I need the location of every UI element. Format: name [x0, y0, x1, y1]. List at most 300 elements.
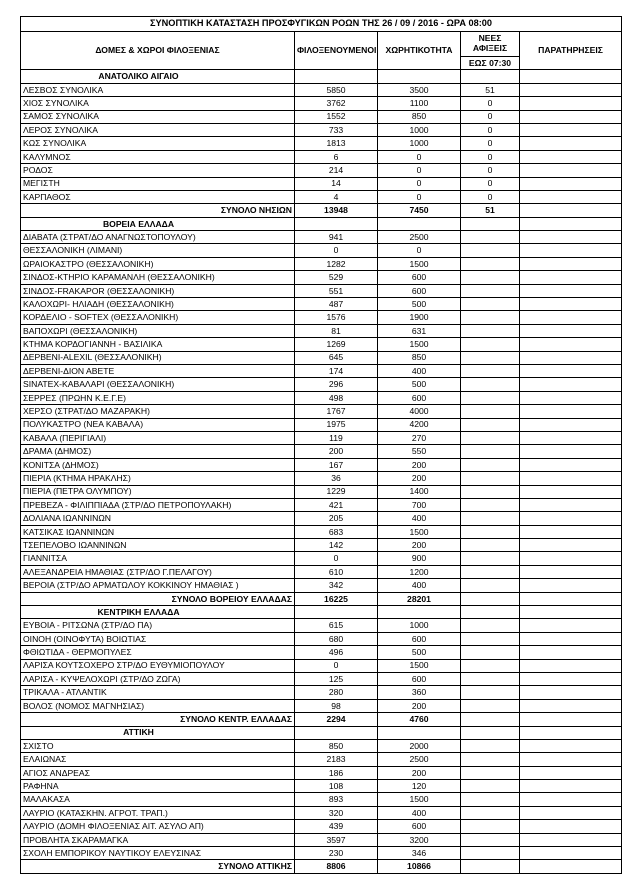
- total-capacity: 7450: [378, 204, 461, 217]
- hosted-value: 125: [295, 672, 378, 685]
- table-row: [21, 780, 622, 793]
- facility-name: ΚΩΣ ΣΥΝΟΛΙΚΑ: [21, 137, 295, 150]
- new-arrivals-value: [461, 364, 520, 377]
- table-row: [21, 137, 622, 150]
- new-arrivals-value: [461, 753, 520, 766]
- capacity-value: 2000: [378, 739, 461, 752]
- table-row: [21, 753, 622, 766]
- notes-cell: [520, 793, 622, 806]
- total-capacity: 28201: [378, 592, 461, 605]
- table-row: [21, 351, 622, 364]
- hosted-value: 98: [295, 699, 378, 712]
- facility-name: ΚΑΡΠΑΘΟΣ: [21, 190, 295, 203]
- capacity-value: 4200: [378, 418, 461, 431]
- capacity-value: 0: [378, 190, 461, 203]
- facility-name: ΛΕΣΒΟΣ ΣΥΝΟΛΙΚΑ: [21, 83, 295, 96]
- capacity-value: 1500: [378, 525, 461, 538]
- table-row: [21, 512, 622, 525]
- facility-name: ΣΙΝΔΟΣ-ΚΤΗΡΙΟ ΚΑΡΑΜΑΝΛΗ (ΘΕΣΣΑΛΟΝΙΚΗ): [21, 271, 295, 284]
- header-notes: ΠΑΡΑΤΗΡΗΣΕΙΣ: [520, 32, 622, 70]
- new-arrivals-value: [461, 619, 520, 632]
- empty-cell: [520, 217, 622, 230]
- hosted-value: 81: [295, 324, 378, 337]
- new-arrivals-value: [461, 739, 520, 752]
- facility-name: ΒΟΛΟΣ (ΝΟΜΟΣ ΜΑΓΝΗΣΙΑΣ): [21, 699, 295, 712]
- hosted-value: 1975: [295, 418, 378, 431]
- notes-cell: [520, 672, 622, 685]
- total-new-arrivals: 51: [461, 204, 520, 217]
- facility-name: ΚΑΛΟΧΩΡΙ- ΗΛΙΑΔΗ (ΘΕΣΣΑΛΟΝΙΚΗ): [21, 298, 295, 311]
- capacity-value: 2500: [378, 753, 461, 766]
- hosted-value: 1813: [295, 137, 378, 150]
- new-arrivals-value: [461, 833, 520, 846]
- table-row: [21, 418, 622, 431]
- capacity-value: 120: [378, 780, 461, 793]
- hosted-value: 941: [295, 231, 378, 244]
- table-row: [21, 164, 622, 177]
- facility-name: ΛΕΡΟΣ ΣΥΝΟΛΙΚΑ: [21, 123, 295, 136]
- table-row: [21, 806, 622, 819]
- new-arrivals-value: [461, 472, 520, 485]
- section-title: ΒΟΡΕΙΑ ΕΛΛΑΔΑ: [21, 217, 295, 230]
- notes-cell: [520, 231, 622, 244]
- hosted-value: 487: [295, 298, 378, 311]
- empty-cell: [461, 70, 520, 83]
- notes-cell: [520, 137, 622, 150]
- total-row: [21, 592, 622, 605]
- facility-name: ΛΑΥΡΙΟ (ΚΑΤΑΣΚΗΝ. ΑΓΡΟΤ. ΤΡΑΠ.): [21, 806, 295, 819]
- table-row: [21, 271, 622, 284]
- capacity-value: 700: [378, 498, 461, 511]
- total-hosted: 8806: [295, 860, 378, 873]
- facility-name: ΔΙΑΒΑΤΑ (ΣΤΡΑΤ/ΔΟ ΑΝΑΓΝΩΣΤΟΠΟΥΛΟΥ): [21, 231, 295, 244]
- hosted-value: 0: [295, 659, 378, 672]
- new-arrivals-value: [461, 405, 520, 418]
- hosted-value: 186: [295, 766, 378, 779]
- facility-name: ΩΡΑΙΟΚΑΣΤΡΟ (ΘΕΣΣΑΛΟΝΙΚΗ): [21, 257, 295, 270]
- hosted-value: 6: [295, 150, 378, 163]
- hosted-value: 174: [295, 364, 378, 377]
- notes-cell: [520, 806, 622, 819]
- notes-cell: [520, 311, 622, 324]
- new-arrivals-value: [461, 552, 520, 565]
- table-row: [21, 445, 622, 458]
- total-capacity: 10866: [378, 860, 461, 873]
- new-arrivals-value: [461, 672, 520, 685]
- notes-cell: [520, 190, 622, 203]
- new-arrivals-value: [461, 378, 520, 391]
- table-row: [21, 110, 622, 123]
- notes-cell: [520, 485, 622, 498]
- notes-cell: [520, 699, 622, 712]
- capacity-value: 1500: [378, 338, 461, 351]
- capacity-value: 400: [378, 579, 461, 592]
- new-arrivals-value: [461, 257, 520, 270]
- table-row: [21, 766, 622, 779]
- notes-cell: [520, 257, 622, 270]
- new-arrivals-value: 51: [461, 83, 520, 96]
- section-row: [21, 217, 622, 230]
- table-row: [21, 619, 622, 632]
- capacity-value: 200: [378, 699, 461, 712]
- facility-name: ΕΥΒΟΙΑ - ΡΙΤΣΩΝΑ (ΣΤΡ/ΔΟ ΠΑ): [21, 619, 295, 632]
- new-arrivals-value: [461, 311, 520, 324]
- empty-cell: [295, 70, 378, 83]
- total-new-arrivals: [461, 860, 520, 873]
- capacity-value: 631: [378, 324, 461, 337]
- total-label: ΣΥΝΟΛΟ ΚΕΝΤΡ. ΕΛΛΑΔΑΣ: [21, 713, 295, 726]
- facility-name: ΚΑΒΑΛΑ (ΠΕΡΙΓΙΑΛΙ): [21, 431, 295, 444]
- new-arrivals-value: [461, 806, 520, 819]
- notes-cell: [520, 766, 622, 779]
- new-arrivals-value: 0: [461, 97, 520, 110]
- capacity-value: 600: [378, 632, 461, 645]
- facility-name: ΧΙΟΣ ΣΥΝΟΛΙΚΑ: [21, 97, 295, 110]
- table-row: [21, 686, 622, 699]
- empty-cell: [520, 70, 622, 83]
- table-row: [21, 646, 622, 659]
- notes-cell: [520, 539, 622, 552]
- facility-name: ΛΑΡΙΣΑ - ΚΥΨΕΛΟΧΩΡΙ (ΣΤΡ/ΔΟ ΖΩΓΑ): [21, 672, 295, 685]
- table-row: [21, 123, 622, 136]
- capacity-value: 1000: [378, 619, 461, 632]
- hosted-value: 0: [295, 244, 378, 257]
- new-arrivals-value: [461, 766, 520, 779]
- report-title: ΣΥΝΟΠΤΙΚΗ ΚΑΤΑΣΤΑΣΗ ΠΡΟΣΦΥΓΙΚΩΝ ΡΟΩΝ ΤΗΣ 26 / 09 / 2016 - ΩΡΑ 08:00: [21, 17, 622, 32]
- new-arrivals-value: [461, 793, 520, 806]
- facility-name: ΜΕΓΙΣΤΗ: [21, 177, 295, 190]
- hosted-value: 36: [295, 472, 378, 485]
- hosted-value: 1269: [295, 338, 378, 351]
- facility-name: ΦΘΙΩΤΙΔΑ - ΘΕΡΜΟΠΥΛΕΣ: [21, 646, 295, 659]
- notes-cell: [520, 123, 622, 136]
- facility-name: ΛΑΥΡΙΟ (ΔΟΜΗ ΦΙΛΟΞΕΝΙΑΣ ΑΙΤ. ΑΣΥΛΟ ΑΠ): [21, 820, 295, 833]
- notes-cell: [520, 659, 622, 672]
- facility-name: ΠΡΕΒΕΖΑ - ΦΙΛΙΠΠΙΑΔΑ (ΣΤΡ/ΔΟ ΠΕΤΡΟΠΟΥΛΑΚΗ): [21, 498, 295, 511]
- table-row: [21, 284, 622, 297]
- facility-name: ΑΓΙΟΣ ΑΝΔΡΕΑΣ: [21, 766, 295, 779]
- hosted-value: 214: [295, 164, 378, 177]
- table-row: [21, 472, 622, 485]
- hosted-value: 280: [295, 686, 378, 699]
- table-row: [21, 833, 622, 846]
- capacity-value: 1500: [378, 257, 461, 270]
- hosted-value: 551: [295, 284, 378, 297]
- capacity-value: 1500: [378, 659, 461, 672]
- new-arrivals-value: [461, 351, 520, 364]
- header-facilities: ΔΟΜΕΣ & ΧΩΡΟΙ ΦΙΛΟΞΕΝΙΑΣ: [21, 32, 295, 70]
- facility-name: ΡΑΦΗΝΑ: [21, 780, 295, 793]
- table-row: [21, 338, 622, 351]
- capacity-value: 0: [378, 164, 461, 177]
- capacity-value: 3500: [378, 83, 461, 96]
- notes-cell: [520, 324, 622, 337]
- table-row: [21, 150, 622, 163]
- capacity-value: 850: [378, 351, 461, 364]
- notes-cell: [520, 177, 622, 190]
- notes-cell: [520, 271, 622, 284]
- new-arrivals-value: 0: [461, 123, 520, 136]
- capacity-value: 3200: [378, 833, 461, 846]
- new-arrivals-value: [461, 565, 520, 578]
- total-capacity: 4760: [378, 713, 461, 726]
- table-row: [21, 539, 622, 552]
- empty-cell: [295, 726, 378, 739]
- capacity-value: 1200: [378, 565, 461, 578]
- table-row: [21, 565, 622, 578]
- hosted-value: 14: [295, 177, 378, 190]
- header-row: [21, 32, 622, 57]
- facility-name: ΤΡΙΚΑΛΑ - ΑΤΛΑΝΤΙΚ: [21, 686, 295, 699]
- new-arrivals-value: 0: [461, 190, 520, 203]
- capacity-value: 600: [378, 284, 461, 297]
- hosted-value: 320: [295, 806, 378, 819]
- capacity-value: 1400: [378, 485, 461, 498]
- notes-cell: [520, 458, 622, 471]
- hosted-value: 167: [295, 458, 378, 471]
- new-arrivals-value: [461, 298, 520, 311]
- hosted-value: 119: [295, 431, 378, 444]
- facility-name: ΒΑΠΟΧΩΡΙ (ΘΕΣΣΑΛΟΝΙΚΗ): [21, 324, 295, 337]
- notes-cell: [520, 632, 622, 645]
- capacity-value: 270: [378, 431, 461, 444]
- capacity-value: 500: [378, 298, 461, 311]
- table-row: [21, 632, 622, 645]
- total-row: [21, 204, 622, 217]
- capacity-value: 600: [378, 672, 461, 685]
- notes-cell: [520, 351, 622, 364]
- notes-cell: [520, 391, 622, 404]
- empty-cell: [520, 726, 622, 739]
- hosted-value: 2183: [295, 753, 378, 766]
- hosted-value: 1552: [295, 110, 378, 123]
- facility-name: ΚΤΗΜΑ ΚΟΡΔΟΓΙΑΝΝΗ - ΒΑΣΙΛΙΚΑ: [21, 338, 295, 351]
- table-row: [21, 847, 622, 860]
- new-arrivals-value: 0: [461, 177, 520, 190]
- empty-cell: [378, 217, 461, 230]
- facility-name: ΑΛΕΞΑΝΔΡΕΙΑ ΗΜΑΘΙΑΣ (ΣΤΡ/ΔΟ Γ.ΠΕΛΑΓΟΥ): [21, 565, 295, 578]
- empty-cell: [520, 606, 622, 619]
- table-row: [21, 364, 622, 377]
- notes-cell: [520, 364, 622, 377]
- notes-cell: [520, 83, 622, 96]
- table-row: [21, 525, 622, 538]
- hosted-value: 683: [295, 525, 378, 538]
- hosted-value: 850: [295, 739, 378, 752]
- capacity-value: 600: [378, 820, 461, 833]
- total-hosted: 2294: [295, 713, 378, 726]
- new-arrivals-value: 0: [461, 150, 520, 163]
- new-arrivals-value: [461, 659, 520, 672]
- hosted-value: 142: [295, 539, 378, 552]
- header-new-arrivals: ΝΕΕΣ ΑΦΙΞΕΙΣ: [461, 32, 520, 57]
- capacity-value: 0: [378, 244, 461, 257]
- new-arrivals-value: [461, 418, 520, 431]
- hosted-value: 230: [295, 847, 378, 860]
- capacity-value: 360: [378, 686, 461, 699]
- facility-name: ΔΕΡΒΕΝΙ-ΔΙΟΝ ΑΒΕΤΕ: [21, 364, 295, 377]
- section-row: [21, 726, 622, 739]
- table-row: [21, 190, 622, 203]
- notes-cell: [520, 97, 622, 110]
- table-row: [21, 405, 622, 418]
- table-row: [21, 699, 622, 712]
- hosted-value: 496: [295, 646, 378, 659]
- empty-cell: [461, 606, 520, 619]
- notes-cell: [520, 445, 622, 458]
- section-row: [21, 70, 622, 83]
- capacity-value: 346: [378, 847, 461, 860]
- new-arrivals-value: [461, 445, 520, 458]
- facility-name: ΔΕΡΒΕΝΙ-ALEXIL (ΘΕΣΣΑΛΟΝΙΚΗ): [21, 351, 295, 364]
- capacity-value: 500: [378, 646, 461, 659]
- facility-name: ΣΑΜΟΣ ΣΥΝΟΛΙΚΑ: [21, 110, 295, 123]
- table-row: [21, 177, 622, 190]
- table-row: [21, 244, 622, 257]
- total-row: [21, 860, 622, 873]
- table-row: [21, 793, 622, 806]
- table-row: [21, 257, 622, 270]
- facility-name: ΡΟΔΟΣ: [21, 164, 295, 177]
- new-arrivals-value: [461, 646, 520, 659]
- notes-cell: [520, 847, 622, 860]
- hosted-value: 1576: [295, 311, 378, 324]
- capacity-value: 4000: [378, 405, 461, 418]
- table-row: [21, 324, 622, 337]
- table-row: [21, 298, 622, 311]
- notes-cell: [520, 110, 622, 123]
- total-new-arrivals: [461, 592, 520, 605]
- table-row: [21, 579, 622, 592]
- notes-cell: [520, 686, 622, 699]
- capacity-value: 550: [378, 445, 461, 458]
- notes-cell: [520, 284, 622, 297]
- header-capacity: ΧΩΡΗΤΙΚΟΤΗΤΑ: [378, 32, 461, 70]
- notes-cell: [520, 739, 622, 752]
- notes-cell: [520, 780, 622, 793]
- table-row: [21, 739, 622, 752]
- capacity-value: 400: [378, 512, 461, 525]
- total-row: [21, 713, 622, 726]
- section-title: ΚΕΝΤΡΙΚΗ ΕΛΛΑΔΑ: [21, 606, 295, 619]
- table-row: [21, 458, 622, 471]
- hosted-value: 529: [295, 271, 378, 284]
- hosted-value: 733: [295, 123, 378, 136]
- empty-cell: [461, 726, 520, 739]
- total-hosted: 16225: [295, 592, 378, 605]
- facility-name: ΤΣΕΠΕΛΟΒΟ ΙΩΑΝΝΙΝΩΝ: [21, 539, 295, 552]
- hosted-value: 610: [295, 565, 378, 578]
- notes-cell: [520, 565, 622, 578]
- capacity-value: 200: [378, 766, 461, 779]
- table-row: [21, 659, 622, 672]
- table-row: [21, 498, 622, 511]
- new-arrivals-value: [461, 244, 520, 257]
- notes-cell: [520, 820, 622, 833]
- new-arrivals-value: [461, 338, 520, 351]
- capacity-value: 500: [378, 378, 461, 391]
- hosted-value: 205: [295, 512, 378, 525]
- facility-name: ΜΑΛΑΚΑΣΑ: [21, 793, 295, 806]
- new-arrivals-value: [461, 512, 520, 525]
- section-title: ΑΤΤΙΚΗ: [21, 726, 295, 739]
- notes-cell: [520, 418, 622, 431]
- new-arrivals-value: 0: [461, 164, 520, 177]
- facility-name: ΒΕΡΟΙΑ (ΣΤΡ/ΔΟ ΑΡΜΑΤΩΛΟΥ ΚΟΚΚΙΝΟΥ ΗΜΑΘΙΑΣ ): [21, 579, 295, 592]
- notes-cell: [520, 472, 622, 485]
- hosted-value: 421: [295, 498, 378, 511]
- notes-cell: [520, 619, 622, 632]
- facility-name: ΚΟΡΔΕΛΙΟ - SOFTEX (ΘΕΣΣΑΛΟΝΙΚΗ): [21, 311, 295, 324]
- hosted-value: 108: [295, 780, 378, 793]
- capacity-value: 1900: [378, 311, 461, 324]
- hosted-value: 0: [295, 552, 378, 565]
- facility-name: ΣΕΡΡΕΣ (ΠΡΩΗΝ Κ.Ε.Γ.Ε): [21, 391, 295, 404]
- hosted-value: 645: [295, 351, 378, 364]
- facility-name: ΧΕΡΣΟ (ΣΤΡΑΤ/ΔΟ ΜΑΖΑΡΑΚΗ): [21, 405, 295, 418]
- hosted-value: 296: [295, 378, 378, 391]
- capacity-value: 2500: [378, 231, 461, 244]
- empty-cell: [378, 70, 461, 83]
- table-row: [21, 311, 622, 324]
- hosted-value: 615: [295, 619, 378, 632]
- new-arrivals-value: [461, 284, 520, 297]
- hosted-value: 680: [295, 632, 378, 645]
- facility-name: ΔΡΑΜΑ (ΔΗΜΟΣ): [21, 445, 295, 458]
- facility-name: ΓΙΑΝΝΙΤΣΑ: [21, 552, 295, 565]
- table-row: [21, 97, 622, 110]
- new-arrivals-value: 0: [461, 137, 520, 150]
- hosted-value: 1767: [295, 405, 378, 418]
- notes-cell: [520, 405, 622, 418]
- hosted-value: 1229: [295, 485, 378, 498]
- hosted-value: 4: [295, 190, 378, 203]
- new-arrivals-value: [461, 539, 520, 552]
- capacity-value: 1100: [378, 97, 461, 110]
- capacity-value: 0: [378, 177, 461, 190]
- notes-cell: [520, 579, 622, 592]
- total-label: ΣΥΝΟΛΟ ΝΗΣΙΩΝ: [21, 204, 295, 217]
- notes-cell: [520, 431, 622, 444]
- empty-cell: [378, 606, 461, 619]
- capacity-value: 200: [378, 458, 461, 471]
- new-arrivals-value: [461, 231, 520, 244]
- total-hosted: 13948: [295, 204, 378, 217]
- hosted-value: 498: [295, 391, 378, 404]
- new-arrivals-value: [461, 485, 520, 498]
- table-row: [21, 485, 622, 498]
- hosted-value: 1282: [295, 257, 378, 270]
- new-arrivals-value: [461, 391, 520, 404]
- header-hosted: ΦΙΛΟΞΕΝΟΥΜΕΝΟΙ: [295, 32, 378, 70]
- section-title: ΑΝΑΤΟΛΙΚΟ ΑΙΓΑΙΟ: [21, 70, 295, 83]
- table-row: [21, 378, 622, 391]
- facility-name: ΣΧΟΛΗ ΕΜΠΟΡΙΚΟΥ ΝΑΥΤΙΚΟΥ ΕΛΕΥΣΙΝΑΣ: [21, 847, 295, 860]
- hosted-value: 3762: [295, 97, 378, 110]
- capacity-value: 200: [378, 472, 461, 485]
- facility-name: ΠΡΟΒΛΗΤΑ ΣΚΑΡΑΜΑΓΚΑ: [21, 833, 295, 846]
- table-row: [21, 672, 622, 685]
- header-new-arrivals-time: ΕΩΣ 07:30: [461, 57, 520, 70]
- notes-cell: [520, 298, 622, 311]
- title-row: [21, 17, 622, 32]
- report-table: [20, 16, 622, 874]
- hosted-value: 342: [295, 579, 378, 592]
- new-arrivals-value: [461, 847, 520, 860]
- notes-cell: [520, 338, 622, 351]
- empty-cell: [295, 606, 378, 619]
- notes-cell: [520, 713, 622, 726]
